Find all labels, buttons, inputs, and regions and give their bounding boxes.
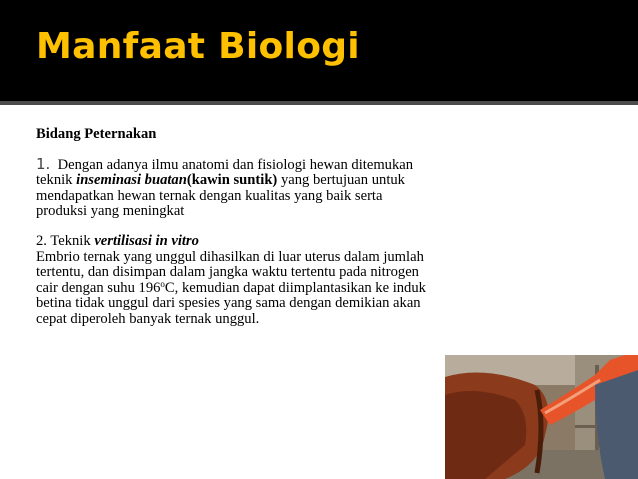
point-2-prefix: 2. Teknik (36, 232, 91, 249)
point-1-text-b: yang bertujuan untuk mendapatkan hewan ternak dengan kualitas yang baik serta produksi yang meningkat (36, 172, 405, 220)
point-1-number: 1. (36, 154, 51, 173)
point-1 (36, 154, 436, 220)
slide-title: Manfaat Biologi (36, 26, 360, 67)
point-2-text-b: C, kemudian dapat diimplantasikan ke induk betina tidak unggul dari spesies yang sama dengan demikian akan cepat diperoleh banyak ternak unggul. (36, 279, 426, 327)
slide-content (36, 127, 436, 328)
point-1-term: inseminasi buatan (76, 172, 187, 189)
title-divider (0, 101, 638, 105)
point-1-paren: (kawin suntik) (186, 172, 278, 189)
cattle-insemination-photo (445, 355, 638, 479)
degree-superscript: o (160, 278, 165, 289)
point-2-text-a: Embrio ternak yang unggul dihasilkan di luar uterus dalam jumlah tertentu, dan disimpan dalam jangka waktu tertentu pada nitrogen cair dengan suhu 196 (36, 248, 424, 296)
point-1-text-a: Dengan adanya ilmu anatomi dan fisiologi hewan ditemukan teknik (36, 156, 414, 189)
section-subtitle: Bidang Peternakan (36, 126, 157, 142)
point-2-term: vertilisasi in vitro (94, 232, 199, 249)
point-2 (36, 234, 436, 328)
title-bar (0, 0, 638, 101)
